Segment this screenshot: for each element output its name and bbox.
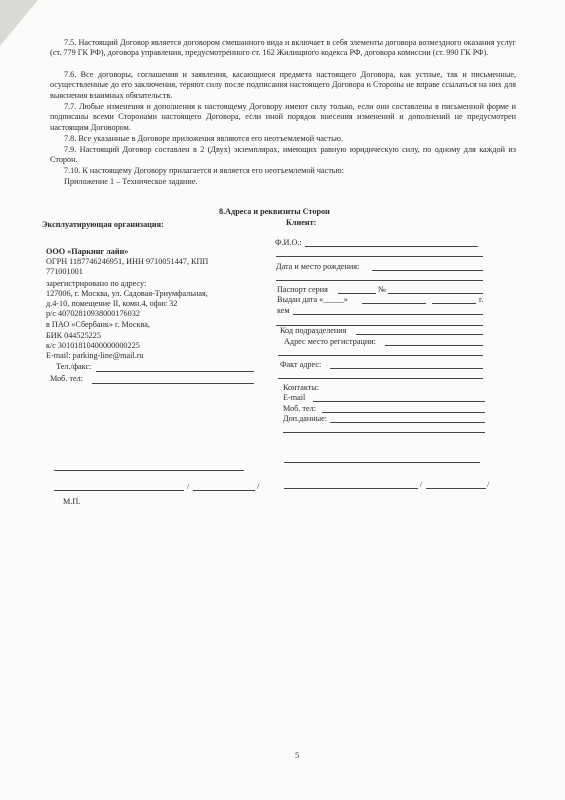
client-reg-address-line [385,345,483,346]
operator-registered: зарегистрировано по адресу: [46,279,147,288]
client-email-line [313,401,485,402]
operator-address-1: 127006, г. Москва, ул. Садовая-Триумфальная, [46,289,208,298]
page-fold-corner [0,0,38,46]
clause-7-10: 7.10. К настоящему Договору прилагается и является его неотъемлемой частью: [64,166,344,175]
operator-bank: в ПАО «Сбербанк» г. Москва, [46,320,150,329]
page-number: 5 [295,750,300,760]
client-passport-number-line [388,293,483,294]
client-issued-year-line [432,303,476,304]
client-birth-line-2 [276,280,483,281]
appendix-1: Приложение 1 – Техническое задание. [64,177,198,186]
client-issued-year-suffix: г. [479,295,484,304]
operator-header: Эксплуатирующая организация: [42,220,164,229]
client-signature-line [284,488,418,489]
operator-bik: БИК 044525225 [46,331,101,340]
client-extra-line [330,422,485,423]
stamp-label: М.П. [63,497,81,506]
section-8-title: 8.Адреса и реквизиты Сторон [219,207,330,216]
client-extra-line-2 [283,432,485,433]
client-mobile-line [322,412,485,413]
client-dept-code-label: Код подразделения [280,326,347,335]
clause-7-8: 7.8. Все указанные в Договоре приложения являются его неотъемлемой частью. [64,134,344,143]
operator-phone-fax-label: Тел./факс: [56,362,92,371]
client-birth-label: Дата и место рождения: [276,262,360,271]
operator-name: ООО «Паркинг лайн» [46,247,129,256]
client-signature-slash-1: / [420,480,423,489]
client-issued-by-line [293,314,483,315]
operator-mobile-label: Моб. тел: [50,374,84,383]
client-fact-address-label: Факт адрес: [280,360,322,369]
client-extra-label: Доп.данные: [283,414,328,423]
operator-kpp: 771001001 [46,267,83,276]
operator-signature-line-top [54,470,244,471]
client-fact-address-line-2 [278,378,483,379]
client-issued-date-label: Выдан дата «_____» [277,295,348,304]
client-header: Клиент: [286,218,317,227]
client-fact-address-line [330,368,483,369]
operator-corr-account: к/с 30101810400000000225 [46,341,140,350]
client-issued-by-label: кем [277,306,290,315]
operator-address-2: д.4-10, помещение II, комн.4, офис 32 [46,299,178,308]
client-fio-line-2 [276,256,483,257]
operator-mobile-line [92,383,254,384]
client-signature-line-top [284,462,480,463]
client-name-line [426,488,486,489]
client-reg-address-line-2 [278,355,483,356]
client-signature-slash-2: / [487,480,490,489]
client-issued-date-line [362,303,426,304]
client-fio-line [305,246,478,247]
client-passport-series-label: Паспорт серия [277,285,328,294]
clause-7-7: 7.7. Любые изменения и дополнения к настоящему Договору имеют силу только, если они составлены в письменной форме и подписаны всеми Сторонами настоящего Договора, если иной порядок внесения изменений и дополнений не предусмотрен настоящим Договором. [50,102,516,132]
client-dept-code-line [356,334,483,335]
operator-signature-slash-2: / [257,482,260,491]
client-mobile-label: Моб. тел: [283,404,317,413]
operator-signature-slash-1: / [187,482,190,491]
client-fio-label: Ф.И.О.: [275,238,302,247]
clause-7-6: 7.6. Все договоры, соглашения и заявления, касающиеся предмета настоящего Договора, как устные, так и письменные, осуществленные до его заключения, теряют силу после подписания настоящего Договора и Стороны не вправе ссылаться на них для выяснения взаимных обязательств. [50,70,516,100]
client-contacts-label: Контакты: [283,383,320,392]
client-email-label: E-mail [283,393,306,402]
client-passport-number-label: № [378,285,386,294]
client-passport-series-line [338,293,376,294]
operator-ogrn: ОГРН 1187746246951, ИНН 9710051447, КПП [46,257,209,266]
operator-account: р/с 40702810938000176032 [46,309,140,318]
client-reg-address-label: Адрес место регистрации: [284,337,376,346]
operator-name-line [193,490,255,491]
operator-email: E-mail: parking-line@mail.ru [46,351,144,360]
operator-phone-fax-line [96,371,254,372]
operator-signature-line [54,490,184,491]
client-birth-line [372,270,483,271]
clause-7-5: 7.5. Настоящий Договор является договором смешанного вида и включает в себя элементы договора возмездного оказания услуг (ст. 779 ГК РФ), договора управления, предусмотренного ст. 162 Жилищного кодекса РФ, договора комиссии (ст. 990 ГК РФ). [50,38,516,58]
clause-7-9: 7.9. Настоящий Договор составлен в 2 (Двух) экземплярах, имеющих равную юридическую силу, по одному для каждой из Сторон. [50,145,516,165]
